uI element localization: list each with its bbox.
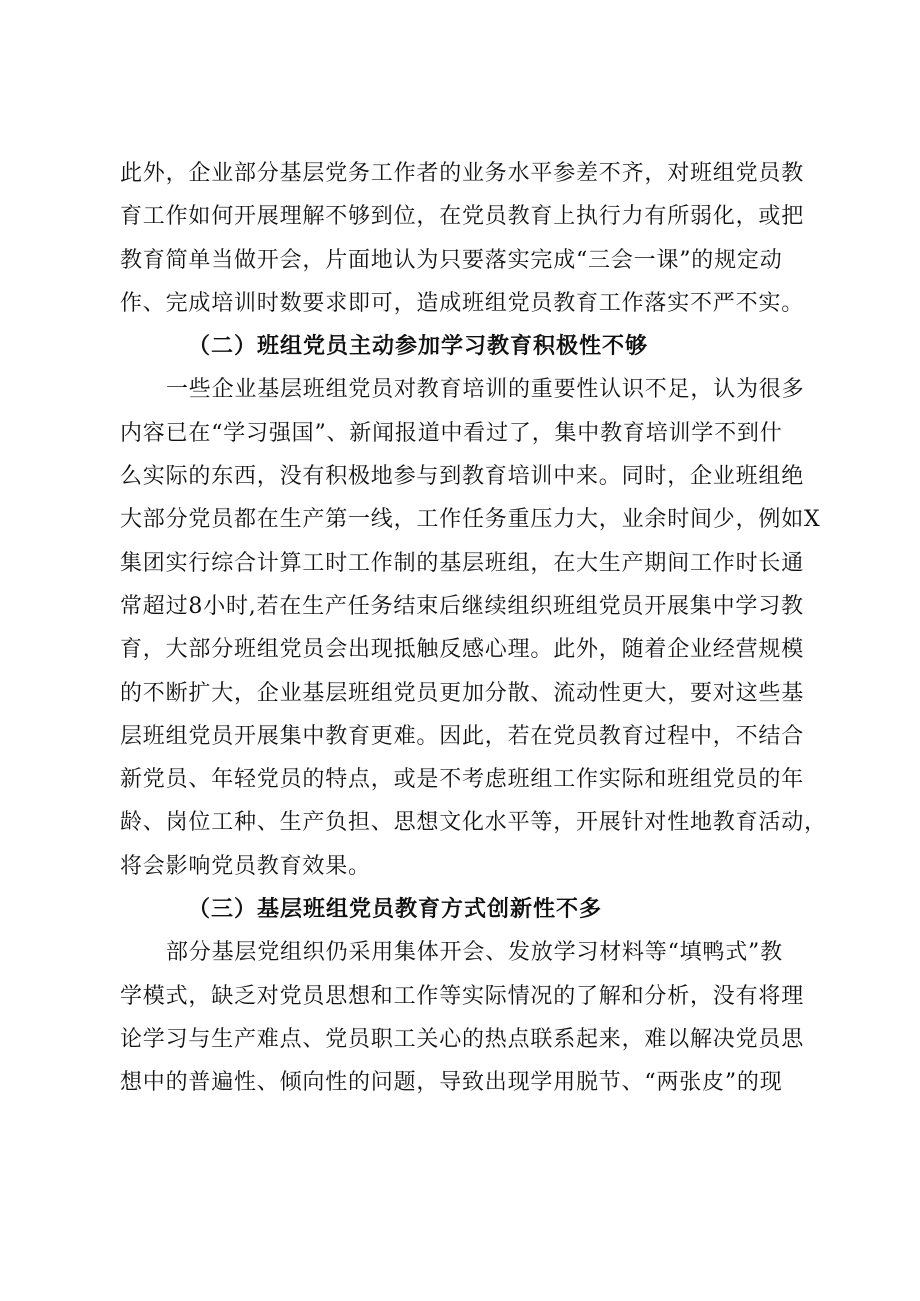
document-body	[120, 152, 830, 1105]
paragraph-line: 常超过8小时,若在生产任务结束后继续组织班组党员开展集中学习教	[120, 593, 804, 619]
paragraph-line: 么实际的东西，没有积极地参与到教育培训中来。同时，企业班组绝	[120, 464, 805, 490]
section-heading-3: （三）基层班组党员教育方式创新性不多	[188, 897, 603, 923]
paragraph-line: 育，大部分班组党员会出现抵触反感心理。此外，随着企业经营规模	[120, 637, 805, 663]
paragraph-line: 教育简单当做开会，片面地认为只要落实完成“三会一课”的规定动	[120, 247, 783, 273]
paragraph-line: 新党员、年轻党员的特点，或是不考虑班组工作实际和班组党员的年	[120, 767, 805, 793]
paragraph-line: 龄、岗位工种、生产负担、思想文化水平等，开展针对性地教育活动，	[120, 810, 827, 836]
paragraph-line: 大部分党员都在生产第一线，工作任务重压力大，业余时间少，例如X	[120, 507, 821, 533]
paragraph-line: 论学习与生产难点、党员职工关心的热点联系起来，难以解决党员思	[120, 1026, 805, 1052]
paragraph-line: 一些企业基层班组党员对教育培训的重要性认识不足，认为很多	[166, 377, 805, 403]
paragraph-line: 集团实行综合计算工时工作制的基层班组，在大生产期间工作时长通	[120, 550, 805, 576]
paragraph-line: 将会影响党员教育效果。	[120, 853, 371, 879]
paragraph-line: 内容已在“学习强国”、新闻报道中看过了，集中教育培训学不到什	[120, 420, 783, 446]
paragraph-line: 此外，企业部分基层党务工作者的业务水平参差不齐，对班组党员教	[120, 161, 805, 186]
paragraph-line: 作、完成培训时数要求即可，造成班组党员教育工作落实不严不实。	[120, 290, 805, 316]
section-heading-2: （二）班组党员主动参加学习教育积极性不够	[188, 334, 649, 360]
paragraph-line: 育工作如何开展理解不够到位，在党员教育上执行力有所弱化，或把	[120, 204, 805, 230]
paragraph-line: 学模式，缺乏对党员思想和工作等实际情况的了解和分析，没有将理	[120, 983, 805, 1009]
paragraph-line: 层班组党员开展集中教育更难。因此，若在党员教育过程中，不结合	[120, 723, 805, 749]
paragraph-line: 想中的普遍性、倾向性的问题，导致出现学用脱节、“两张皮”的现	[120, 1070, 783, 1096]
paragraph-line: 的不断扩大，企业基层班组党员更加分散、流动性更大，要对这些基	[120, 680, 805, 706]
paragraph-line: 部分基层党组织仍采用集体开会、发放学习材料等“填鸭式”教	[166, 940, 783, 966]
